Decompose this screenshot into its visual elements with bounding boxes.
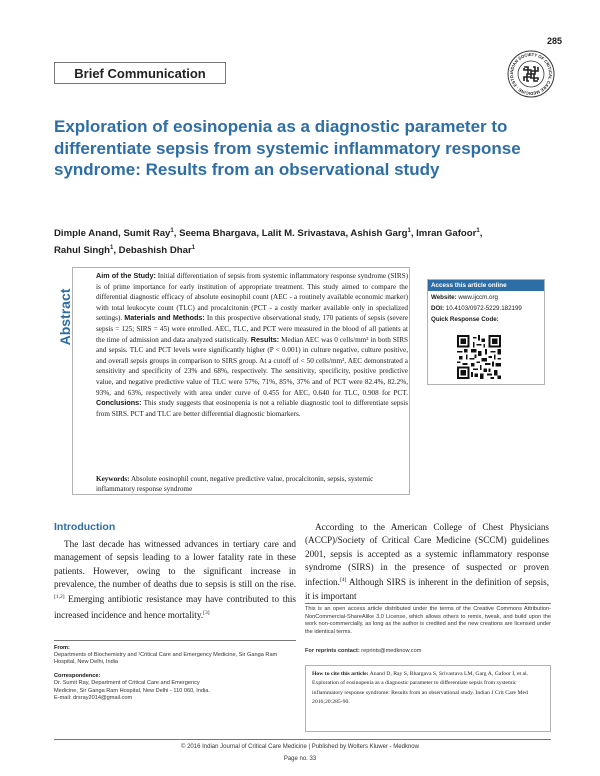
aim-text: Initial differentiation of sepsis from systemic inflammatory response syndrome (SIRS) is of prime importance for early institution of appropriate treatment. This study aimed to compare the differential diagnostic efficacy of absolute eosinophil count (AEC - a routinely available economic marker) with total leukocyte count (TLC) and procalcitonin (PCT - a costly marker available only in specialized settings). [96, 272, 409, 323]
section-heading-introduction: Introduction [54, 521, 116, 533]
methods-heading: Materials and Methods: [124, 313, 205, 323]
license-text: This is an open access article distributed under the terms of the Creative Commons Attribution-NonCommercial-ShareAlike 3.0 License, which allows others to remix, tweak, and build upon the work non-commercially, as long as the author is credited and the new creations are licensed under the identical terms. [305, 606, 551, 635]
divider [305, 603, 551, 604]
reprints-email[interactable]: reprints@medknow.com [361, 648, 422, 654]
page-number: 285 [546, 36, 562, 46]
conclusions-heading: Conclusions: [96, 398, 142, 408]
intro-paragraph-col2: According to the American College of Chest Physicians (ACCP)/Society of Critical Care Medicine (SCCM) guidelines 2001, sepsis is accepted as a systemic inflammatory response syndrome (SIRS) in the presence of suspected or proven infection.[4] Although SIRS is inherent in the definition of sepsis, it is important [305, 522, 549, 601]
results-text: Median AEC was 0 cells/mm³ in both SIRS and sepsis. TLC and PCT levels were significantly higher (P < 0.001) in culture negative, culture positive, and overall sepsis groups in comparison to SIRS group. At a cutoff of < 50 cells/mm³, AEC demonstrated a sensitivity and specificity of 23% and 68%, respectively. The sensitivity, specificity, positive predictive value, and negative predictive value of TLC were 57%, 71%, 85%, 37% and of PCT were 82.4%, 82.2%, 93%, and 63%, respectively with area under curve of 0.455 for AEC, 0.640 for TLC, 0.908 for PCT. [96, 335, 408, 397]
intro-paragraph: The last decade has witnessed advances in tertiary care and management of sepsis leading to a lower fatality rate in these patients. However, owing to the significant increase in prevalence, the number of deaths due to sepsis is still on the rise.[1,2] Emerging antibiotic resistance may have contributed to this increased incidence and hence mortality.[3] [54, 539, 296, 620]
footer-divider [54, 739, 551, 740]
access-website: Website: www.ijccm.org [431, 294, 498, 301]
abstract-text [96, 271, 408, 419]
citation-ref[interactable]: [3] [203, 609, 210, 616]
keywords-text: Absolute eosinophil count, negative predictive value, procalcitonin, sepsis, systemic inflammatory response syndrome [96, 475, 374, 494]
aim-heading: Aim of the Study: [96, 271, 156, 280]
keywords-heading: Keywords: [96, 475, 130, 483]
article-title: Exploration of eosinopenia as a diagnostic parameter to differentiate sepsis from systemic inflammatory response syndrome: Results from an observational study [54, 117, 521, 179]
website-link[interactable]: www.ijccm.org [458, 294, 498, 301]
access-header: Access this article online [428, 280, 544, 291]
logo-ring-text: INDIAN SOCIETY OF CRITICAL CARE MEDICINE · ESTD. [508, 51, 554, 97]
correspondence-email[interactable]: E-mail: drsray2014@gmail.com [54, 694, 133, 701]
conclusions-text: This study suggests that eosinopenia is not a reliable diagnostic tool to differentiate sepsis from SIRS. PCT and TLC are better differential diagnostic biomarkers. [96, 399, 409, 418]
swastika-emblem-icon [524, 67, 538, 81]
footer-page-number: Page no. 33 [283, 756, 317, 762]
footer-copyright: © 2016 Indian Journal of Critical Care Medicine | Published by Wolters Kluwer - Medknow [181, 744, 419, 750]
access-qr-label: Quick Response Code: [431, 316, 499, 323]
reprints-contact: For reprints contact: reprints@medknow.com [305, 648, 422, 654]
divider [54, 640, 296, 641]
results-heading: Results: [250, 334, 280, 344]
citation-ref[interactable]: [1,2] [54, 594, 65, 601]
citation-text: How to cite this article: Anand D, Ray S, Bhargava S, Srivastava LM, Garg A, Gafoor I, et al. Exploration of eosinopenia as a diagnostic parameter to differentiate sepsis from systemic inflammatory response syndrome: Results from an observational study. Indian J Crit Care Med 2016;20:285-90. [312, 671, 529, 706]
qr-code-icon[interactable] [457, 335, 501, 379]
abstract-side-label: Abstract [57, 288, 73, 346]
doi-link[interactable]: 10.4103/0972-5229.182199 [445, 305, 522, 312]
section-label: Brief Communication [54, 62, 226, 84]
journal-logo [507, 50, 555, 98]
methods-text: In this prospective observational study, 170 patients of sepsis (severe sepsis = 125; SIRS = 45) were enrolled. AEC, TLC, and PCT were measured in the blood of all patients at the time of admission and data analyzed statistically. [96, 314, 409, 344]
keywords [96, 474, 408, 495]
access-doi: DOI: 10.4103/0972-5229.182199 [431, 305, 522, 312]
citation-ref[interactable]: [4] [339, 577, 347, 584]
affiliations: From: Departments of Biochemistry and ¹Critical Care and Emergency Medicine, Sir Ganga Ram Hospital, New Delhi, India Correspondence: Dr. Sumit Ray, Department of Critical Care and Emergency Medicine, Sir Ganga Ram Hospital, New Delhi - 110 060, India. E-mail: drsray2014@gmail.com [54, 645, 278, 701]
author-list: Dimple Anand, Sumit Ray$^1$, Seema Bhargava, Lalit M. Srivastava, Ashish Garg$^1$, Imran Gafoor$^1$, Rahul Singh$^1$, Debashish Dhar$^1$ [54, 228, 483, 257]
